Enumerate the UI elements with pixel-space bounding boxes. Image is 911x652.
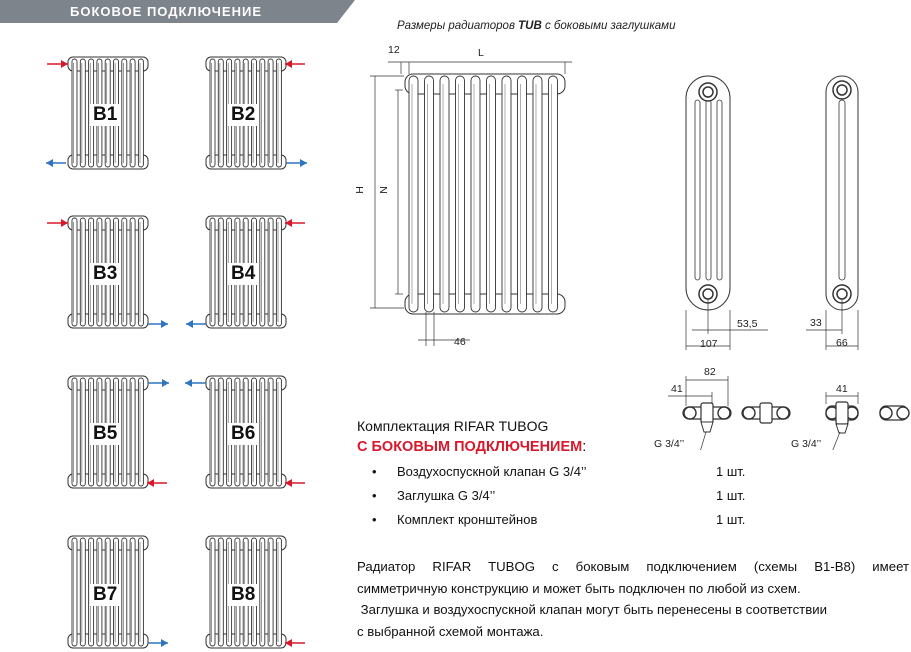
dim-66: 66 [836, 337, 848, 349]
radiator-tube [409, 76, 418, 312]
dim-g-left: G 3/4’’ [654, 438, 685, 450]
kit-item [372, 512, 772, 530]
kit-item-qty: 1 шт. [716, 464, 746, 479]
radiator-tube [122, 538, 127, 646]
supply-arrow [47, 219, 68, 227]
caption-suffix: с боковыми заглушками [541, 20, 676, 32]
arrow-head [61, 60, 68, 68]
dim-82: 82 [704, 366, 716, 378]
arrow-head [186, 320, 193, 328]
radiator-tube [502, 76, 511, 312]
radiator-tube [268, 378, 273, 486]
supply-arrow [285, 219, 305, 227]
description-line: с выбранной схемой монтажа. [357, 623, 544, 639]
radiator-tube [440, 76, 449, 312]
caption-model: TUB [518, 20, 542, 32]
radiator-tube [260, 59, 265, 167]
return-arrow [148, 639, 168, 647]
radiator-tube [471, 76, 480, 312]
supply-arrow [285, 60, 305, 68]
radiator-tube [72, 218, 77, 326]
radiator-tube [268, 538, 273, 646]
dim-h: H [353, 186, 366, 194]
radiator-tube [130, 59, 135, 167]
description-line: Заглушка и воздухоспускной клапан могут быть перенесены в соответствии [357, 602, 827, 617]
scheme-label-b8: B8 [228, 584, 258, 606]
dim-41-right: 41 [836, 383, 848, 395]
arrow-head [162, 379, 169, 387]
bracket-hole [880, 407, 892, 419]
radiator-tube [425, 76, 434, 312]
arrow-head [300, 159, 307, 167]
bullet: • [372, 512, 377, 527]
radiator-tube [487, 76, 496, 312]
dim-107: 107 [700, 338, 718, 350]
kit-item-name: Комплект кронштейнов [397, 512, 538, 527]
radiator-tube [122, 59, 127, 167]
kit-subtitle-text: С БОКОВЫМ ПОДКЛЮЧЕНИЕМ [357, 439, 583, 455]
return-arrow [46, 159, 66, 167]
radiator-tube [80, 218, 85, 326]
arrow-head [61, 219, 68, 227]
return-arrow [186, 320, 206, 328]
connection-port-inner [703, 289, 713, 299]
kit-item-qty: 1 шт. [716, 512, 746, 527]
radiator-tube [210, 378, 215, 486]
connection-port-inner [837, 289, 847, 299]
arrow-head [185, 379, 192, 387]
radiator-tube [130, 378, 135, 486]
kit-item-qty: 1 шт. [716, 488, 746, 503]
kit-subtitle [357, 439, 586, 455]
radiator-tube [218, 378, 223, 486]
scheme-label-b2: B2 [228, 104, 258, 126]
dim-46: 46 [454, 336, 466, 348]
bracket-clip [701, 403, 713, 423]
dim-g-right: G 3/4’’ [791, 438, 822, 450]
return-arrow [148, 320, 168, 328]
radiator-tube [549, 76, 558, 312]
radiator-tube [138, 218, 143, 326]
connection-port-inner [703, 87, 713, 97]
side-view-tube [839, 100, 845, 280]
description [357, 556, 909, 642]
kit-item-name: Воздухоспускной клапан G 3/4’’ [397, 464, 587, 479]
radiator-tube [533, 76, 542, 312]
radiator-tube [268, 218, 273, 326]
scheme-label-b7: B7 [90, 584, 120, 606]
arrow-head [161, 639, 168, 647]
radiator-tube [260, 218, 265, 326]
kit-item [372, 464, 772, 482]
dim-33: 33 [810, 317, 822, 329]
bracket-with-valve [683, 403, 731, 423]
radiator-tube [518, 76, 527, 312]
radiator-tube [138, 378, 143, 486]
radiator-tube [138, 59, 143, 167]
description-line: Радиатор RIFAR TUBOG с боковым подключением (схемы B1-B8) имеет [357, 559, 909, 574]
kit-subtitle-colon: : [582, 439, 587, 455]
bracket-hole [743, 407, 755, 419]
radiator-tube [218, 538, 223, 646]
return-arrow [286, 159, 307, 167]
air-valve [701, 422, 713, 432]
radiator-tube [122, 218, 127, 326]
radiator-tube [130, 538, 135, 646]
scheme-label-b6: B6 [228, 423, 258, 445]
bracket-clip [836, 402, 848, 424]
radiator-tube [210, 59, 215, 167]
radiator-tube [260, 378, 265, 486]
kit-title: Комплектация RIFAR TUBOG [357, 418, 549, 434]
bracket-hole [897, 407, 909, 419]
supply-arrow [147, 479, 167, 487]
bracket [742, 403, 790, 423]
scheme-label-b3: B3 [90, 263, 120, 285]
radiator-tube [130, 218, 135, 326]
side-view-tube [717, 100, 722, 280]
arrow-head [161, 320, 168, 328]
bullet: • [372, 488, 377, 503]
supply-arrow [285, 479, 305, 487]
connection-port-inner [837, 85, 847, 95]
connection-schemes [0, 0, 350, 652]
air-valve [836, 424, 848, 433]
scheme-label-b4: B4 [228, 263, 258, 285]
radiator-tube [122, 378, 127, 486]
bracket-hole [684, 407, 696, 419]
radiator-tube [80, 378, 85, 486]
radiator-tube [218, 59, 223, 167]
radiator-tube [210, 538, 215, 646]
radiator-tube [72, 59, 77, 167]
arrow-head [46, 159, 53, 167]
supply-arrow [285, 639, 305, 647]
return-arrow [148, 379, 169, 387]
dim-41-left: 41 [671, 383, 683, 395]
radiator-tube [210, 218, 215, 326]
dim-12: 12 [388, 44, 400, 56]
dim-l: L [478, 47, 484, 59]
bullet: • [372, 464, 377, 479]
dim-53-5: 53,5 [737, 318, 758, 330]
supply-arrow [47, 60, 68, 68]
dimension-line [832, 432, 840, 450]
radiator-tube [276, 218, 281, 326]
bracket-clip [760, 403, 772, 423]
dimension-line [700, 432, 706, 450]
radiator-tube [80, 59, 85, 167]
radiator-tube [218, 218, 223, 326]
dim-n: N [377, 186, 390, 194]
side-view-tube [706, 100, 711, 280]
radiator-tube [276, 538, 281, 646]
radiator-tube [138, 538, 143, 646]
description-line: симметричную конструкцию и может быть подключен по любой из схем. [357, 580, 801, 596]
return-arrow [185, 379, 206, 387]
radiator-tube [276, 59, 281, 167]
radiator-technical-drawing [351, 30, 911, 450]
bracket-hole [718, 407, 730, 419]
kit-item [372, 488, 772, 506]
radiator-tube [80, 538, 85, 646]
radiator-tube [72, 538, 77, 646]
radiator-tube [276, 378, 281, 486]
radiator-tube [72, 378, 77, 486]
radiator-tube [268, 59, 273, 167]
scheme-label-b5: B5 [90, 423, 120, 445]
scheme-label-b1: B1 [90, 104, 120, 126]
kit-item-name: Заглушка G 3/4’’ [397, 488, 496, 503]
radiator-tube [260, 538, 265, 646]
radiator-tube [456, 76, 465, 312]
bracket-hole [777, 407, 789, 419]
side-view-tube [695, 100, 700, 280]
section-title: БОКОВОЕ ПОДКЛЮЧЕНИЕ [70, 4, 263, 19]
caption-prefix: Размеры радиаторов [397, 20, 519, 32]
